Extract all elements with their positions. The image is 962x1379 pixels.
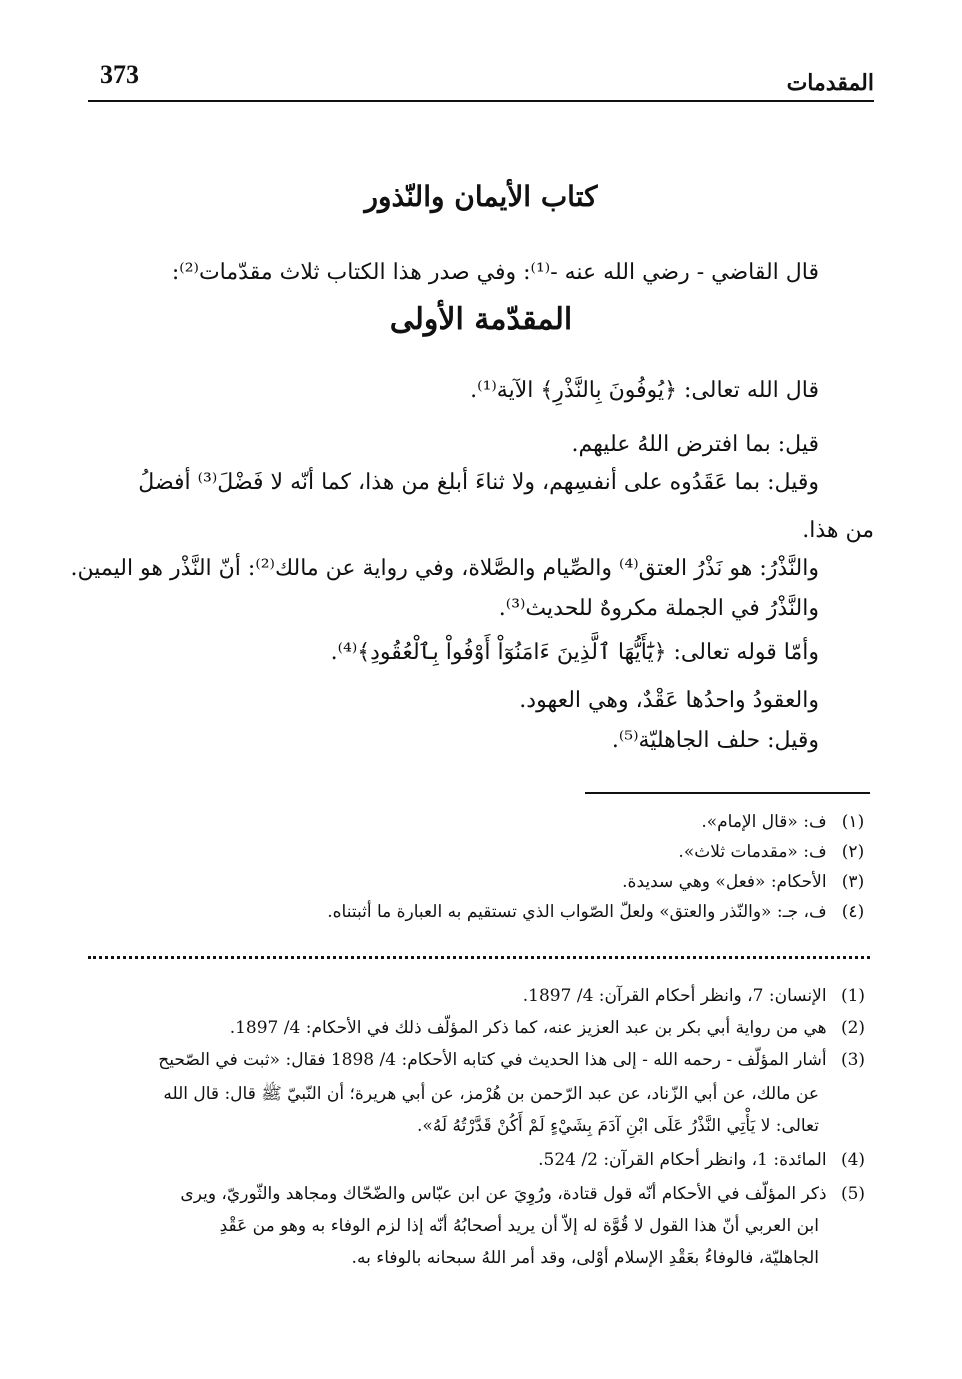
editor-note <box>88 898 874 926</box>
source-note <box>88 1180 874 1208</box>
note-number: (١) <box>841 812 865 832</box>
body-line-1: قال القاضي - رضي الله عنه -⁽¹⁾: وفي صدر هذا الكتاب ثلاث مقدّمات⁽²⁾: <box>171 260 819 285</box>
dotted-separator <box>88 956 870 959</box>
source-note <box>88 982 874 1010</box>
body-line-4: وقيل: بما عَقَدُوه على أنفسِهم، ولا ثناءَ أبلغ من هذا، كما أنّه لا فَضْلَ⁽³⁾ أفضلُ <box>138 470 819 495</box>
note-text: الإنسان: 7، وانظر أحكام القرآن: 4/ 1897. <box>522 986 827 1006</box>
editor-note <box>88 808 874 836</box>
note-text: أشار المؤلّف - رحمه الله - إلى هذا الحديث في كتابه الأحكام: 4/ 1898 فقال: «ثبت في الصّحيح <box>158 1050 827 1070</box>
note-number: (٢) <box>841 842 865 862</box>
note-text: الأحكام: «فعل» وهي سديدة. <box>622 872 827 892</box>
body-line-9: والعقودُ واحدُها عَقْدٌ، وهي العهود. <box>519 688 819 713</box>
editor-note <box>88 838 874 866</box>
source-note-continuation: عن مالك، عن أبي الزّناد، عن عبد الرّحمن بن هُرْمز، عن أبي هريرة؛ أن النّبيّ ﷺ قال: قال الله <box>163 1084 819 1104</box>
source-note-continuation: الجاهليّة، فالوفاءُ بعَقْدِ الإسلام أوْلى، وقد أمر اللهُ سبحانه بالوفاء به. <box>351 1248 819 1268</box>
page-number: 373 <box>100 60 139 89</box>
note-text: ف: «مقدمات ثلاث». <box>678 842 827 862</box>
source-note-continuation: تعالى: لا يَأْتِي النَّذْرُ عَلَى ابْنِ آدَمَ بِشَيْءٍ لَمْ أَكُنْ قَدَّرْتُهُ لَهُ». <box>417 1116 819 1136</box>
note-number: (2) <box>840 1018 866 1038</box>
body-line-5: من هذا. <box>802 518 874 543</box>
note-number: (5) <box>840 1184 866 1204</box>
running-head <box>88 60 874 102</box>
body-line-6: والنَّذْرُ: هو نَذْرُ العتق⁽⁴⁾ والصِّيام والصَّلاة، وفي رواية عن مالك⁽²⁾: أنّ النَّذْر هو اليمين. <box>70 556 819 581</box>
running-title: المقدمات <box>786 70 874 96</box>
note-number: (٣) <box>841 872 865 892</box>
note-text: ف: «قال الإمام». <box>701 812 827 832</box>
note-text: ف، جـ: «والنّذر والعتق» ولعلّ الصّواب الذي تستقيم به العبارة ما أثبتناه. <box>327 902 827 922</box>
body-line-8: وأمّا قوله تعالى: ﴿يَٰٓأَيُّهَا ٱلَّذِينَ ءَامَنُوٓاْ أَوْفُواْ بِٱلْعُقُودِ﴾⁽⁴⁾. <box>330 640 819 665</box>
note-text: المائدة: 1، وانظر أحكام القرآن: 2/ 524. <box>538 1150 827 1170</box>
note-text: هي من رواية أبي بكر بن عبد العزيز عنه، كما ذكر المؤلّف ذلك في الأحكام: 4/ 1897. <box>229 1018 827 1038</box>
body-line-3: قيل: بما افترض اللهُ عليهم. <box>571 432 819 457</box>
note-number: (4) <box>840 1150 866 1170</box>
editor-note <box>88 868 874 896</box>
footnote-separator <box>585 792 870 794</box>
body-line-2: قال الله تعالى: ﴿يُوفُونَ بِالنَّذْرِ﴾ الآية⁽¹⁾. <box>470 378 819 403</box>
body-line-7: والنَّذْرُ في الجملة مكروهٌ للحديث⁽³⁾. <box>498 596 819 621</box>
source-note <box>88 1146 874 1174</box>
note-text: ذكر المؤلّف في الأحكام أنّه قول قتادة، ورُوِيَ عن ابن عبّاس والضّحّاك ومجاهد والثّوريّ، ويرى <box>180 1184 827 1204</box>
source-note <box>88 1046 874 1074</box>
book-title: كتاب الأيمان والنّذور <box>364 180 598 213</box>
source-note-continuation: ابن العربي أنّ هذا القول لا قُوَّة له إلاّ أن يريد أصحابُهُ أنّه إذا لزم الوفاء به وهو من عَقْدِ <box>219 1216 819 1236</box>
first-introduction-heading: المقدّمة الأولى <box>389 302 573 337</box>
note-number: (3) <box>840 1050 866 1070</box>
body-line-10: وقيل: حلف الجاهليّة⁽⁵⁾. <box>611 728 819 753</box>
source-note <box>88 1014 874 1042</box>
note-number: (1) <box>840 986 866 1006</box>
note-number: (٤) <box>841 902 865 922</box>
